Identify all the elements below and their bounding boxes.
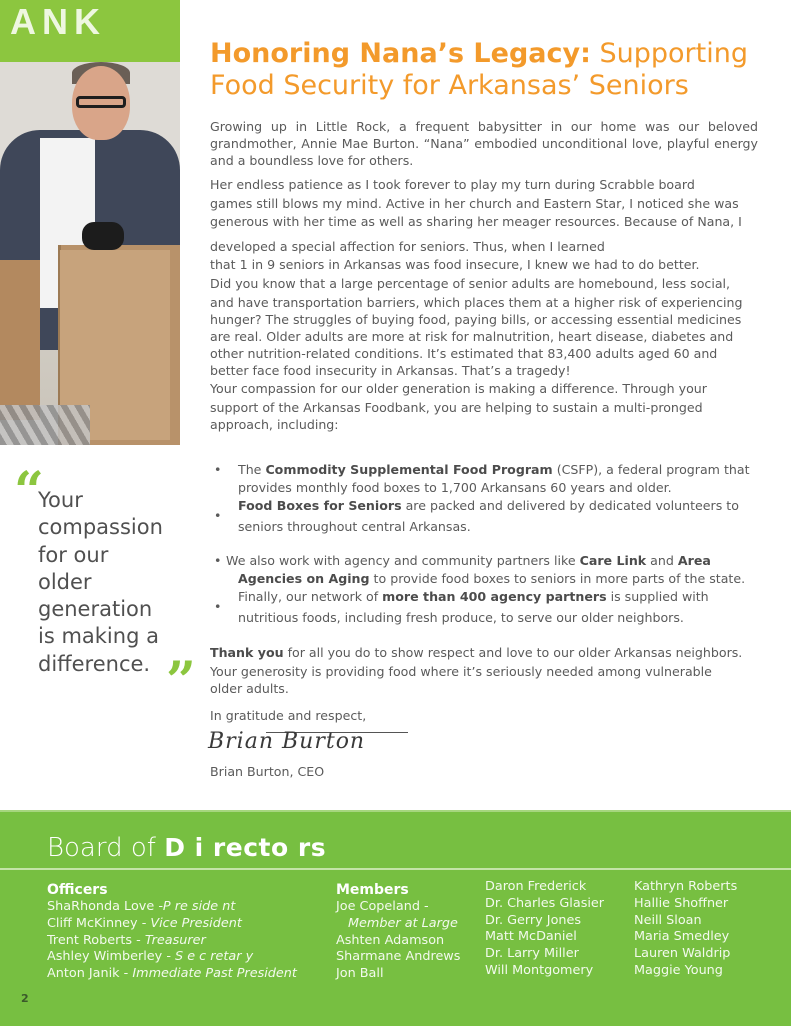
member-item: Jon Ball [336,966,384,982]
program-name: Commodity Supplemental Food Program [265,462,553,477]
quote-line: generation [38,597,153,622]
p4-line: approach, including: [210,417,339,432]
p3-line: that 1 in 9 seniors in Arkansas was food insecure, I knew we had to do better. [210,257,700,272]
photo-glasses [76,96,126,108]
member-item: Dr. Gerry Jones [485,912,582,928]
p5-line: older adults. [210,681,289,696]
program-list-2 [210,552,780,627]
member-item: Ashten Adamson [336,932,445,948]
list-item: • We also work with agency and community partners like Care Link and Area Agencies on Aging to provide food boxes to seniors in more parts of the state. [214,553,746,586]
photo-glove [82,222,124,250]
paragraph-1: Growing up in Little Rock, a frequent babysitter in our home was our beloved grandmother, Annie Mae Burton. “Nana” embodied unconditional love, playful energy and a boundless love for others. [210,119,758,168]
pull-quote [38,487,198,678]
program-list-1 [210,461,780,536]
photo-box-left [0,260,40,420]
partner-name: Care Link [579,553,647,568]
p5-line: Your generosity is providing food where it’s seriously needed among vulnerable [210,664,712,679]
p4-line: Your compassion for our older generation is making a difference. Through your [210,381,707,396]
member-item: Dr. Larry Miller [485,946,579,962]
bullet-icon: • [214,508,222,523]
list-item: • Finally, our network of more than 400 agency partners is supplied with nutritious foods, including fresh produce, to serve our older neighbors. [214,589,709,625]
member-item: Lauren Waldrip [634,946,731,962]
foodbank-banner [0,0,180,62]
member-item: Will Montgomery [485,962,594,978]
members-column-3 [634,879,737,980]
board-of-directors [0,810,791,1026]
member-item: Joe Copeland - [336,899,429,914]
paragraph-3 [210,238,758,379]
quote-line: compassion [38,515,163,540]
quote-line: difference. [38,651,151,676]
officer-item: Cliff McKinney - Vice President [47,915,242,931]
thank-you: Thank you [210,645,284,660]
member-item: Daron Frederick [485,879,587,894]
partner-name: Area [677,553,711,568]
signature-text: Brian Burton [208,729,366,754]
partner-count: more than 400 agency partners [382,589,607,604]
officers-column [47,882,297,983]
p2-line: Her endless patience as I took forever to play my turn during Scrabble board [210,177,695,192]
member-item: Neill Sloan [634,912,702,928]
bullet-icon: • [214,599,222,614]
quote-line: for our [38,542,109,567]
member-item: Maria Smedley [634,929,730,945]
p2-line: games still blows my mind. Active in her church and Eastern Star, I noticed she was [210,196,739,211]
board-divider [0,868,791,870]
member-item: Sharmane Andrews [336,949,461,965]
member-item: Kathryn Roberts [634,879,738,894]
p3-line: hunger? The struggles of buying food, paying bills, or accessing essential medicines [210,312,742,327]
bullet-icon: • [214,553,222,568]
p3-line: other nutrition-related conditions. It’s estimated that 83,400 adults aged 60 and [210,346,718,361]
paragraph-4 [210,379,758,433]
partner-name: Agencies on Aging [238,571,370,586]
member-role: Member at Large [348,915,458,931]
quote-line: Your [38,488,83,512]
members-column-2 [485,879,604,980]
members-column-1 [336,882,460,983]
officer-item: Anton Janik - Immediate Past President [47,966,297,982]
quote-line: is making a [38,624,159,649]
title-bold: Honoring Nana’s Legacy: [210,38,591,69]
program-name: Food Boxes for Seniors [238,498,402,513]
p3-line: are real. Older adults are more at risk for malnutrition, heart disease, diabetes and [210,329,734,344]
closing-line: In gratitude and respect, [210,708,367,723]
quote-line: older [38,569,92,594]
close-quote-icon: ” [166,651,196,712]
p3-line: Did you know that a large percentage of senior adults are homebound, less social, [210,276,731,291]
p2-line: generous with her time as well as sharing her meager resources. Because of Nana, I [210,214,742,229]
banner-text: ANK [10,1,106,42]
title-line2: Food Security for Arkansas’ Seniors [210,70,689,101]
bullet-icon: • [214,462,222,477]
member-item: Matt McDaniel [485,929,577,945]
page-number: 2 [21,992,29,1005]
paragraph-2 [210,175,758,230]
members-heading: Members [336,882,409,898]
p3-line: and have transportation barriers, which places them at a higher risk of experiencing [210,295,743,310]
signature [206,724,411,762]
p3-line: developed a special affection for seniors. Thus, when I learned [210,239,605,254]
title-rest: Supporting [590,38,748,69]
member-item: Maggie Young [634,962,723,978]
board-title: Board of D i recto rs [47,833,327,863]
member-item: Dr. Charles Glasier [485,895,605,911]
p3-line: better face food insecurity in Arkansas. That’s a tragedy! [210,363,571,378]
article-title [210,38,790,102]
p4-line: support of the Arkansas Foodbank, you are helping to sustain a multi-pronged [210,400,703,415]
ceo-photo [0,0,180,445]
member-item: Hallie Shoffner [634,895,729,911]
list-item: • The Commodity Supplemental Food Program (CSFP), a federal program that provides monthly food boxes to 1,700 Arkansans 60 years and older. [214,462,750,495]
officers-heading: Officers [47,882,108,898]
open-quote-icon: “ [14,461,44,522]
officer-item: Ashley Wimberley - S e c retar y [47,949,254,965]
officer-item: ShaRhonda Love -P re side nt [47,899,236,914]
signer-name: Brian Burton, CEO [210,764,325,779]
paragraph-5: Thank you for all you do to show respect and love to our older Arkansas neighbors. Your generosity is providing food where it’s seriously needed among vulnerable older adults. [210,643,758,697]
officer-item: Trent Roberts - Treasurer [47,932,206,948]
photo-roller [0,405,90,445]
list-item: • Food Boxes for Seniors are packed and delivered by dedicated volunteers to seniors throughout central Arkansas. [214,498,739,534]
